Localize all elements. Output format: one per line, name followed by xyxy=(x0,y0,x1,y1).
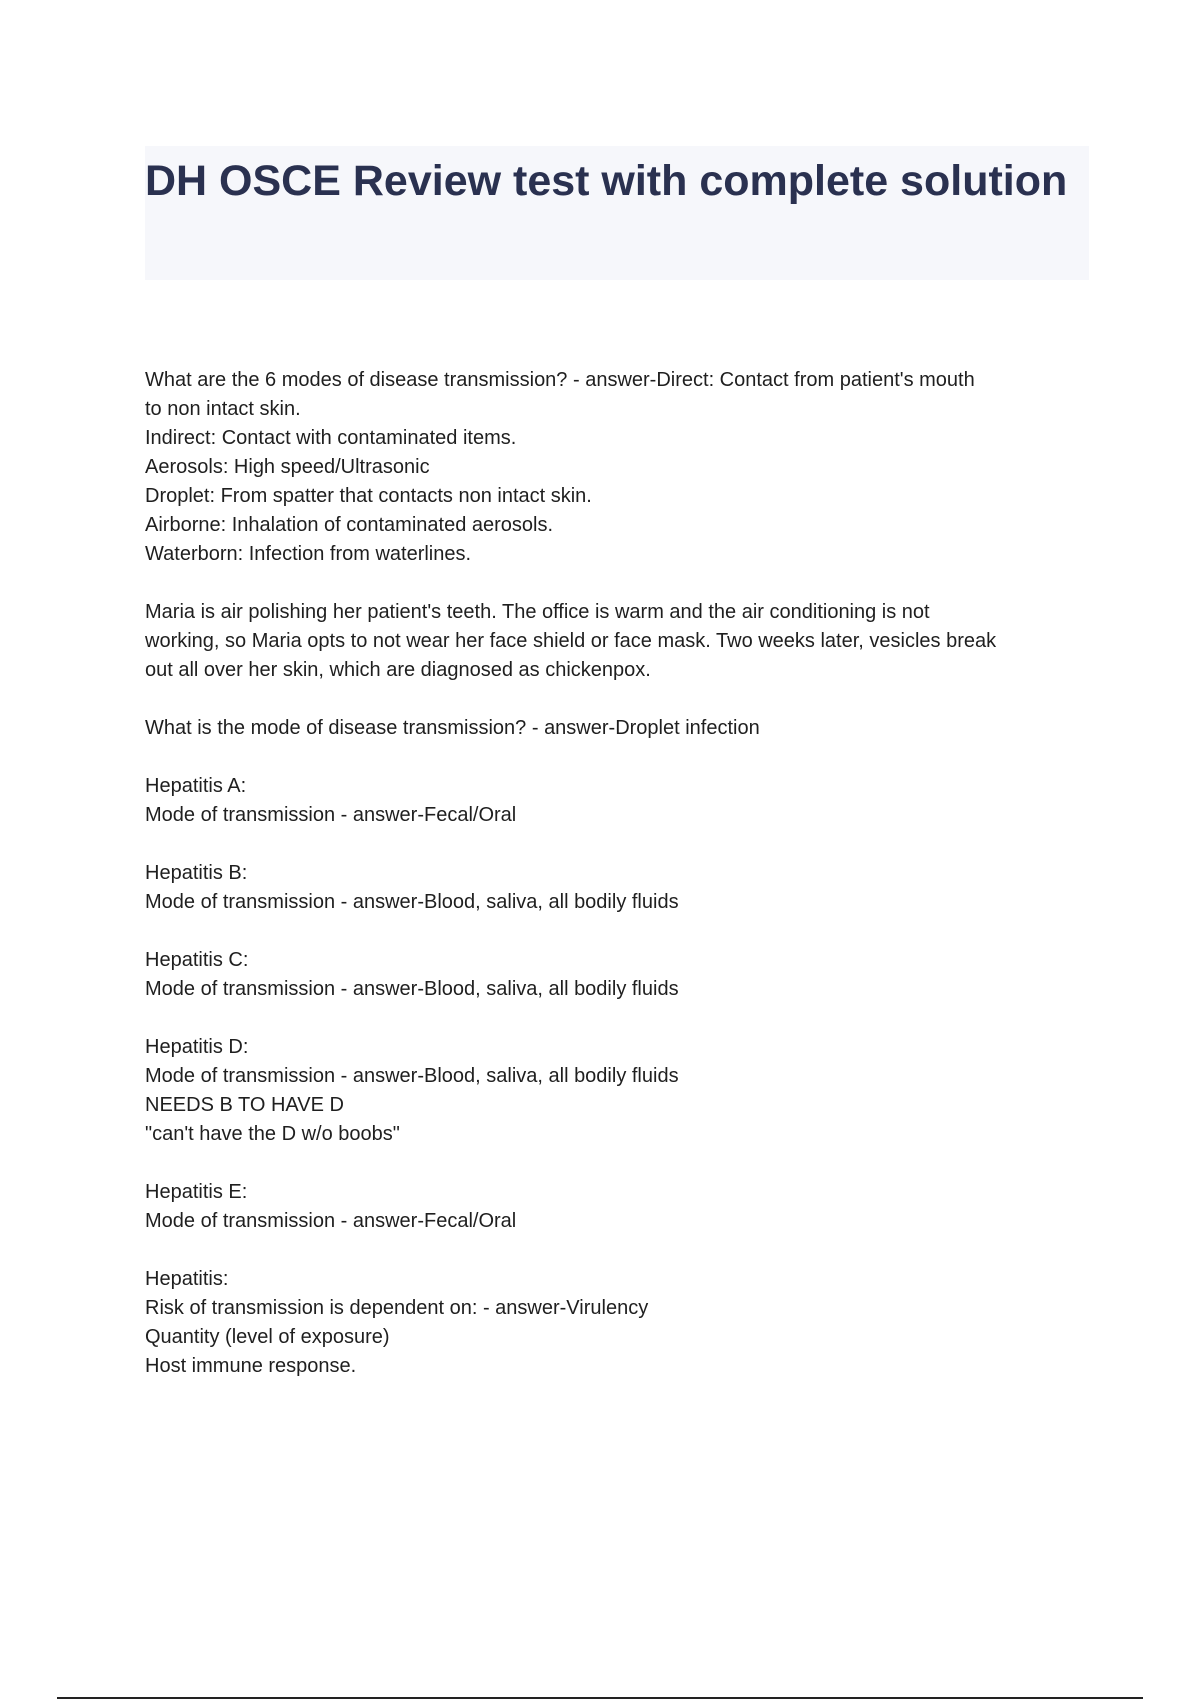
text-line: Hepatitis E: xyxy=(145,1181,248,1203)
text-line: Maria is air polishing her patient's teeth. The office is warm and the air conditioning is not xyxy=(145,601,930,623)
text-line: Hepatitis: xyxy=(145,1268,229,1290)
text-line: Mode of transmission - answer-Blood, saliva, all bodily fluids xyxy=(145,978,679,1000)
scenario-paragraph xyxy=(145,598,1095,685)
text-line: Hepatitis C: xyxy=(145,949,249,971)
text-line: working, so Maria opts to not wear her face shield or face mask. Two weeks later, vesicles break xyxy=(145,630,997,652)
qa-block-transmission-modes xyxy=(145,366,1095,569)
qa-block-hepatitis-b xyxy=(145,859,1095,917)
text-line: Mode of transmission - answer-Fecal/Oral xyxy=(145,1210,517,1232)
title-banner xyxy=(145,146,1089,280)
document-title: DH OSCE Review test with complete solution xyxy=(145,157,1068,205)
text-line: Hepatitis D: xyxy=(145,1036,249,1058)
qa-block-hepatitis-d xyxy=(145,1033,1095,1149)
footer-divider xyxy=(57,1697,1143,1699)
document-body xyxy=(145,366,1095,1410)
text-line: NEEDS B TO HAVE D xyxy=(145,1094,344,1116)
text-line: Airborne: Inhalation of contaminated aerosols. xyxy=(145,514,554,536)
text-line: Quantity (level of exposure) xyxy=(145,1326,390,1348)
text-line: Hepatitis B: xyxy=(145,862,248,884)
text-line: Risk of transmission is dependent on: - answer-Virulency xyxy=(145,1297,649,1319)
text-line: to non intact skin. xyxy=(145,398,301,420)
text-line: Mode of transmission - answer-Blood, saliva, all bodily fluids xyxy=(145,1065,679,1087)
text-line: Aerosols: High speed/Ultrasonic xyxy=(145,456,430,478)
text-line: Host immune response. xyxy=(145,1355,357,1377)
text-line: Droplet: From spatter that contacts non intact skin. xyxy=(145,485,592,507)
text-line: Mode of transmission - answer-Fecal/Oral xyxy=(145,804,517,826)
qa-block-scenario-answer xyxy=(145,714,1095,743)
qa-block-hepatitis-risk xyxy=(145,1265,1095,1381)
text-line: Indirect: Contact with contaminated items. xyxy=(145,427,517,449)
text-line: Waterborn: Infection from waterlines. xyxy=(145,543,472,565)
text-line: What is the mode of disease transmission? - answer-Droplet infection xyxy=(145,717,760,739)
qa-block-hepatitis-e xyxy=(145,1178,1095,1236)
text-line: Hepatitis A: xyxy=(145,775,247,797)
text-line: Mode of transmission - answer-Blood, saliva, all bodily fluids xyxy=(145,891,679,913)
text-line: "can't have the D w/o boobs" xyxy=(145,1123,400,1145)
text-line: out all over her skin, which are diagnosed as chickenpox. xyxy=(145,659,651,681)
text-line: What are the 6 modes of disease transmission? - answer-Direct: Contact from patient's mouth xyxy=(145,369,975,391)
qa-block-hepatitis-a xyxy=(145,772,1095,830)
qa-block-hepatitis-c xyxy=(145,946,1095,1004)
